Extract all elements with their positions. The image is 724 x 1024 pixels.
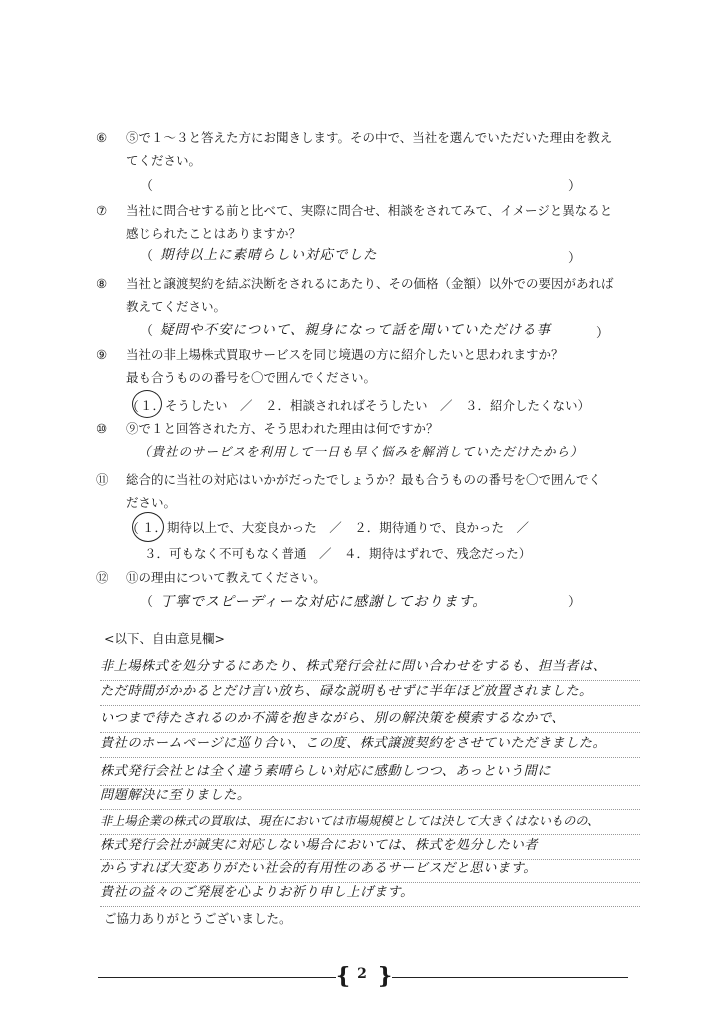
free-comment-line: からすれば大変ありがたい社会的有用性のあるサービスだと思います。 (100, 858, 640, 883)
thanks-message: ご協力ありがとうございました。 (104, 911, 292, 926)
answer-paren-close: ） (596, 326, 610, 341)
question-text-line: 当社の非上場株式買取サービスを同じ境遇の方に紹介したいと思われますか？ (126, 347, 564, 362)
q11-options-line2: ３．可もなく不可もなく普通 ／ ４．期待はずれで、残念だった） (144, 546, 532, 561)
answer-paren-close: ） (568, 179, 582, 194)
q11-selected-circle (132, 512, 164, 542)
free-comment-line: 株式発行会社が誠実に対応しない場合においては、株式を処分したい者 (100, 835, 640, 860)
question-text-line: 当社と譲渡契約を結ぶ決断をされるにあたり、その価格（金額）以外での要因があれば (126, 276, 614, 291)
free-comment-line: 非上場株式を処分するにあたり、株式発行会社に問い合わせをするも、担当者は、 (100, 656, 640, 681)
question-number: ⑦ (96, 203, 108, 218)
answer-paren-close: ） (568, 595, 582, 610)
question-text-line: ださい。 (126, 495, 177, 510)
question-6 (96, 126, 636, 172)
question-text-line: ⑤で１～３と答えた方にお聞きします。その中で、当社を選んでいただいた理由を教え (126, 130, 613, 145)
question-text-line: 最も合うものの番号を〇で囲んでください。 (126, 370, 377, 385)
question-text-line: 総合的に当社の対応はいかがだったでしょうか？最も合うものの番号を〇で囲んでく (126, 472, 602, 487)
answer-q10: （貴社のサービスを利用して一日も早く悩みを解消していただけたから） (138, 444, 584, 459)
free-comment-line: 問題解決に至りました。 (100, 785, 640, 810)
free-comment-line: 株式発行会社とは全く違う素晴らしい対応に感動しつつ、あっという間に (100, 761, 640, 786)
free-comment-line: 非上場企業の株式の買取は、現在においては市場規模としては決して大きくはないものの、 (100, 810, 640, 835)
answer-paren-open: （ (140, 249, 154, 264)
answer-paren-open: （ (140, 595, 154, 610)
q9-options: １．そうしたい ／ ２．相談されればそうしたい ／ ３．紹介したくない） (140, 398, 591, 413)
question-11 (96, 468, 636, 514)
free-comment-line: 貴社のホームページに巡り合い、この度、株式譲渡契約をさせていただきました。 (100, 733, 640, 758)
q11-options-line1: １．期待以上で、大変良かった ／ ２．期待通りで、良かった ／ (142, 520, 530, 535)
free-comment-heading: <以下、自由意見欄> (104, 631, 225, 646)
question-9 (96, 343, 636, 389)
answer-q12: 丁寧でスピーディーな対応に感謝しております。 (160, 594, 488, 610)
question-text-line: 当社に問合せする前と比べて、実際に問合せ、相談をされてみて、イメージと異なると (126, 203, 613, 218)
question-text-line: ⑨で１と回答された方、そう思われた理由は何ですか？ (126, 421, 439, 436)
answer-paren-open: （ (126, 522, 140, 537)
question-number: ⑥ (96, 130, 108, 145)
question-8 (96, 272, 636, 318)
question-10 (96, 417, 636, 440)
footer-rule-left (98, 977, 336, 978)
question-number: ⑪ (96, 472, 109, 487)
answer-paren-open: （ (140, 179, 154, 194)
answer-q8: 疑問や不安について、親身になって話を聞いていただける事 (160, 322, 551, 338)
page-bracket-right: } (378, 963, 393, 989)
question-12 (96, 566, 636, 589)
question-7 (96, 199, 636, 245)
answer-paren-open: （ (126, 400, 140, 415)
free-comment-line: 貴社の益々のご発展を心よりお祈り申し上げます。 (100, 882, 640, 907)
question-number: ⑩ (96, 421, 108, 436)
answer-paren-close: ） (568, 251, 582, 266)
page-number: 2 (357, 966, 367, 982)
footer-rule-right (392, 977, 628, 978)
question-text-line: てください。 (126, 153, 202, 168)
question-text-line: 感じられたことはありますか？ (126, 226, 302, 241)
question-text-line: ⑪の理由について教えてください。 (126, 570, 326, 585)
question-number: ⑧ (96, 276, 108, 291)
free-comment-line: いつまで待たされるのか不満を抱きながら、別の解決策を模索するなかで、 (100, 708, 640, 733)
q9-selected-circle (132, 390, 162, 418)
question-number: ⑫ (96, 570, 109, 585)
page-bracket-left: { (336, 963, 351, 989)
question-number: ⑨ (96, 347, 108, 362)
question-text-line: 教えてください。 (126, 299, 227, 314)
free-comment-line: ただ時間がかかるとだけ言い放ち、碌な説明もせずに半年ほど放置されました。 (100, 681, 640, 706)
answer-q7: 期待以上に素晴らしい対応でした (160, 247, 378, 263)
answer-paren-open: （ (140, 324, 154, 339)
